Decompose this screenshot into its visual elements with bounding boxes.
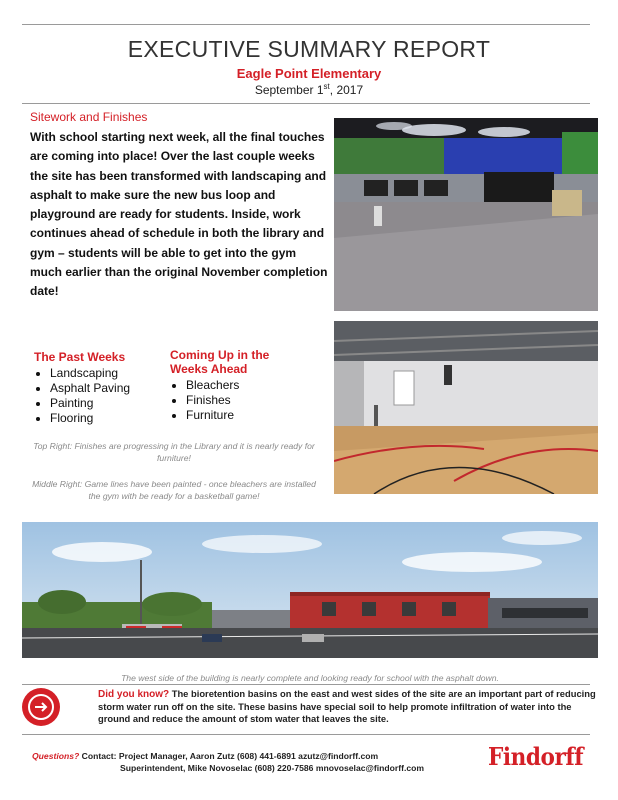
- did-you-know-text: [98, 688, 598, 725]
- questions-label: Questions?: [32, 751, 80, 761]
- building-photo-art: [22, 522, 598, 658]
- past-weeks-list: [34, 350, 174, 426]
- list-item: • Painting: [50, 396, 174, 411]
- past-weeks-heading: The Past Weeks: [34, 350, 126, 364]
- school-name: Eagle Point Elementary: [236, 66, 382, 81]
- findorff-logo: Findorff: [488, 742, 584, 771]
- coming-up-heading: [170, 348, 320, 376]
- date-year: , 2017: [329, 83, 364, 97]
- building-photo: [22, 522, 598, 658]
- contact-pm: Contact: Project Manager, Aaron Zutz (608) 441-6891 azutz@findorff.com: [79, 751, 379, 761]
- section-heading: Sitework and Finishes: [30, 110, 148, 124]
- past-weeks-items: [34, 366, 174, 426]
- arrow-right-icon: [22, 688, 60, 726]
- contact-info: [32, 750, 424, 774]
- caption-top-right: Top Right: Finishes are progressing in the Library and it is nearly ready for furniture!: [33, 441, 315, 463]
- did-you-know-badge: [22, 688, 60, 726]
- contact-superintendent: Superintendent, Mike Novoselac (608) 220-7586 mnovoselac@findorff.com: [120, 763, 424, 773]
- library-photo-art: [334, 118, 598, 311]
- list-item: • Bleachers: [186, 378, 320, 393]
- gym-photo: [334, 321, 598, 494]
- section-body: With school starting next week, all the final touches are coming into place! Over the last couple weeks the site has been transformed with landscaping and asphalt to make sure the new bus loop and playground are ready for students. Inside, work continues ahead of schedule in both the library and gym – students will be able to get into the gym much earlier than the original November completion date!: [30, 130, 328, 299]
- report-date: [0, 82, 618, 97]
- list-item: • Flooring: [50, 411, 174, 426]
- report-title: EXECUTIVE SUMMARY REPORT: [127, 36, 491, 62]
- gym-photo-art: [334, 321, 598, 494]
- coming-up-heading-line1: Coming Up in the: [170, 348, 270, 362]
- list-item: • Furniture: [186, 408, 320, 423]
- contact-line-1: [32, 750, 424, 762]
- library-photo: [334, 118, 598, 311]
- did-you-know-rule: [22, 684, 590, 685]
- contact-rule: [22, 734, 590, 735]
- coming-up-list: [170, 348, 320, 423]
- caption-middle-right: Middle Right: Game lines have been painted - once bleachers are installed the gym with be ready for a basketball game!: [32, 479, 316, 501]
- list-item: • Finishes: [186, 393, 320, 408]
- list-item: • Asphalt Paving: [50, 381, 174, 396]
- did-you-know-label: Did you know?: [98, 689, 170, 700]
- did-you-know-body: The bioretention basins on the east and west sides of the site are an important part of reducing storm water run off on the site. These basins have special soil to help promote infiltration of water into the ground and reduce the amount of stom water that leaves the site.: [98, 688, 596, 724]
- caption-bottom: The west side of the building is nearly complete and looking ready for school with the asphalt down.: [121, 673, 499, 683]
- list-item: • Landscaping: [50, 366, 174, 381]
- header-rule: [22, 103, 590, 104]
- top-rule: [22, 24, 590, 25]
- coming-up-heading-line2: Weeks Ahead: [170, 362, 248, 376]
- date-text: September 1: [254, 83, 324, 97]
- date-ordinal: st: [323, 82, 330, 91]
- coming-up-items: [170, 378, 320, 423]
